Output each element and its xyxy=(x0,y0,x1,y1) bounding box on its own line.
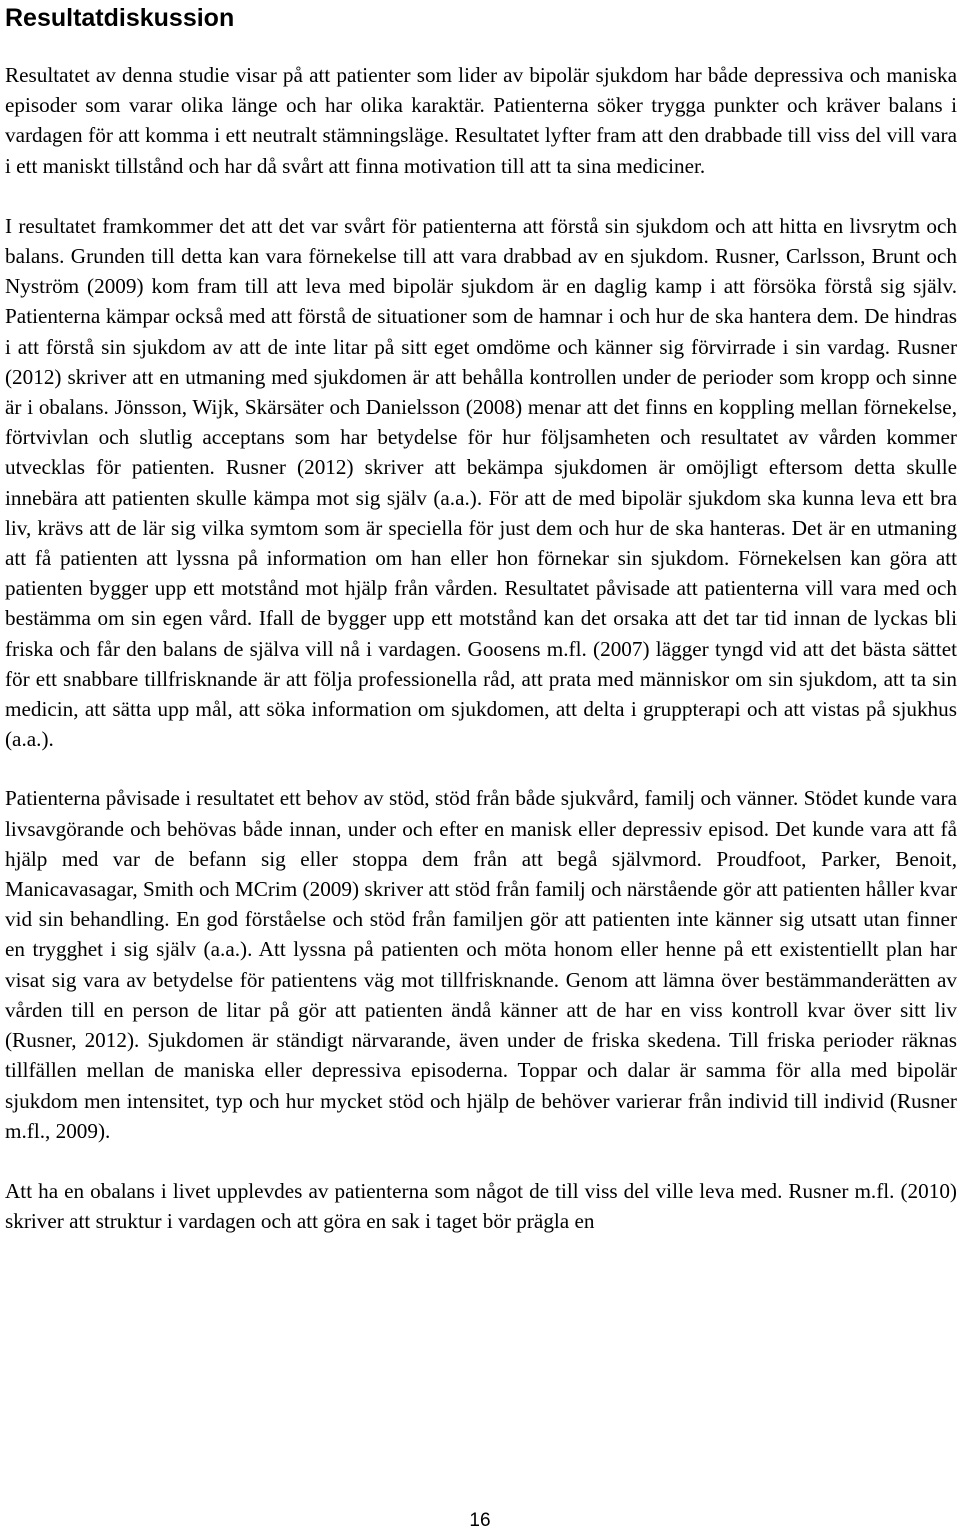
section-heading: Resultatdiskussion xyxy=(5,4,235,32)
page-number: 16 xyxy=(469,1510,491,1531)
paragraph-support: Patienterna påvisade i resultatet ett behov av stöd, stöd från både sjukvård, familj och vänner. Stödet kunde vara livsavgörande och behövas både innan, under och efter en manisk eller depressiv episod. Det kunde vara att få hjälp med var de befann sig eller stoppa dem från att begå självmord. Proudfoot, Parker, Benoit, Manicavasagar, Smith och MCrim (2009) skriver att stöd från familj och närstående gör att patienten håller kvar vid sin behandling. En god förståelse och stöd från familjen gör att patienten inte känner sig utsatt utan finner en trygghet i sig själv (a.a.). Att lyssna på patienten och möta honom eller henne på ett existentiellt plan har visat sig vara av betydelse för patientens väg mot tillfrisknande. Genom att lämna över bestämmanderätten av vården till en person de litar på gör att patienten ändå känner att de har en viss kontroll kvar över sitt liv (Rusner, 2012). Sjukdomen är ständigt närvarande, även under de friska skedena. Till friska perioder räknas tillfällen mellan de maniska eller depressiva episoderna. Toppar och dalar är samma för alla med bipolär sjukdom men intensitet, typ och hur mycket stöd och hjälp de behöver varierar från individ till individ (Rusner m.fl., 2009). xyxy=(5,786,957,1143)
document-page xyxy=(5,0,957,1236)
paragraph-understanding: I resultatet framkommer det att det var svårt för patienterna att förstå sin sjukdom och att hitta en livsrytm och balans. Grunden till detta kan vara förnekelse till att vara drabbad av en sjukdom. Rusner, Carlsson, Brunt och Nyström (2009) kom fram till att leva med bipolär sjukdom är en daglig kamp i att försöka förstå sig själv. Patienterna kämpar också med att förstå de situationer som de hamnar i och hur de ska hantera dem. De hindras i att förstå sin sjukdom av att de inte litar på sitt eget omdöme och känner sig förvirrade i sin vardag. Rusner (2012) skriver att en utmaning med sjukdomen är att behålla kontrollen under de perioder som kropp och sinne är i obalans. Jönsson, Wijk, Skärsäter och Danielsson (2008) menar att det finns en koppling mellan förnekelse, förtvivlan och slutlig acceptans som har betydelse för hur följsamheten och resultatet av vården kommer utvecklas för patienten. Rusner (2012) skriver att bekämpa sjukdomen är omöjligt eftersom detta skulle innebära att patienten skulle kämpa mot sig själv (a.a.). För att de med bipolär sjukdom ska kunna leva ett bra liv, krävs att de lär sig vilka symtom som är speciella för just dem och hur de ska hanteras. Det är en utmaning att få patienten att lyssna på information om han eller hon förnekar sin sjukdom. Förnekelsen kan göra att patienten bygger upp ett motstånd mot hjälp från vården. Resultatet påvisade att patienterna vill vara med och bestämma om sin egen vård. Ifall de bygger upp ett motstånd kan det orsaka att det tar tid innan de lyckas bli friska och får den balans de själva vill nå i vardagen. Goosens m.fl. (2007) lägger tyngd vid att det bästa sättet för ett snabbare tillfrisknande är att följa professionella råd, att prata med människor om sin sjukdom, att ta sin medicin, att sätta upp mål, att söka information om sjukdomen, att delta i gruppterapi och att vistas på sjukhus (a.a.). xyxy=(5,213,957,752)
paragraph-intro: Resultatet av denna studie visar på att patienter som lider av bipolär sjukdom har både depressiva och maniska episoder som varar olika länge och har olika karaktär. Patienterna söker trygga punkter och kräver balans i vardagen för att komma i ett neutralt stämningsläge. Resultatet lyfter fram att den drabbade till viss del vill vara i ett maniskt tillstånd och har då svårt att finna motivation till att ta sina mediciner. xyxy=(5,63,957,178)
paragraph-imbalance: Att ha en obalans i livet upplevdes av patienterna som något de till viss del ville leva med. Rusner m.fl. (2010) skriver att struktur i vardagen och att göra en sak i taget bör prägla en xyxy=(5,1178,957,1234)
